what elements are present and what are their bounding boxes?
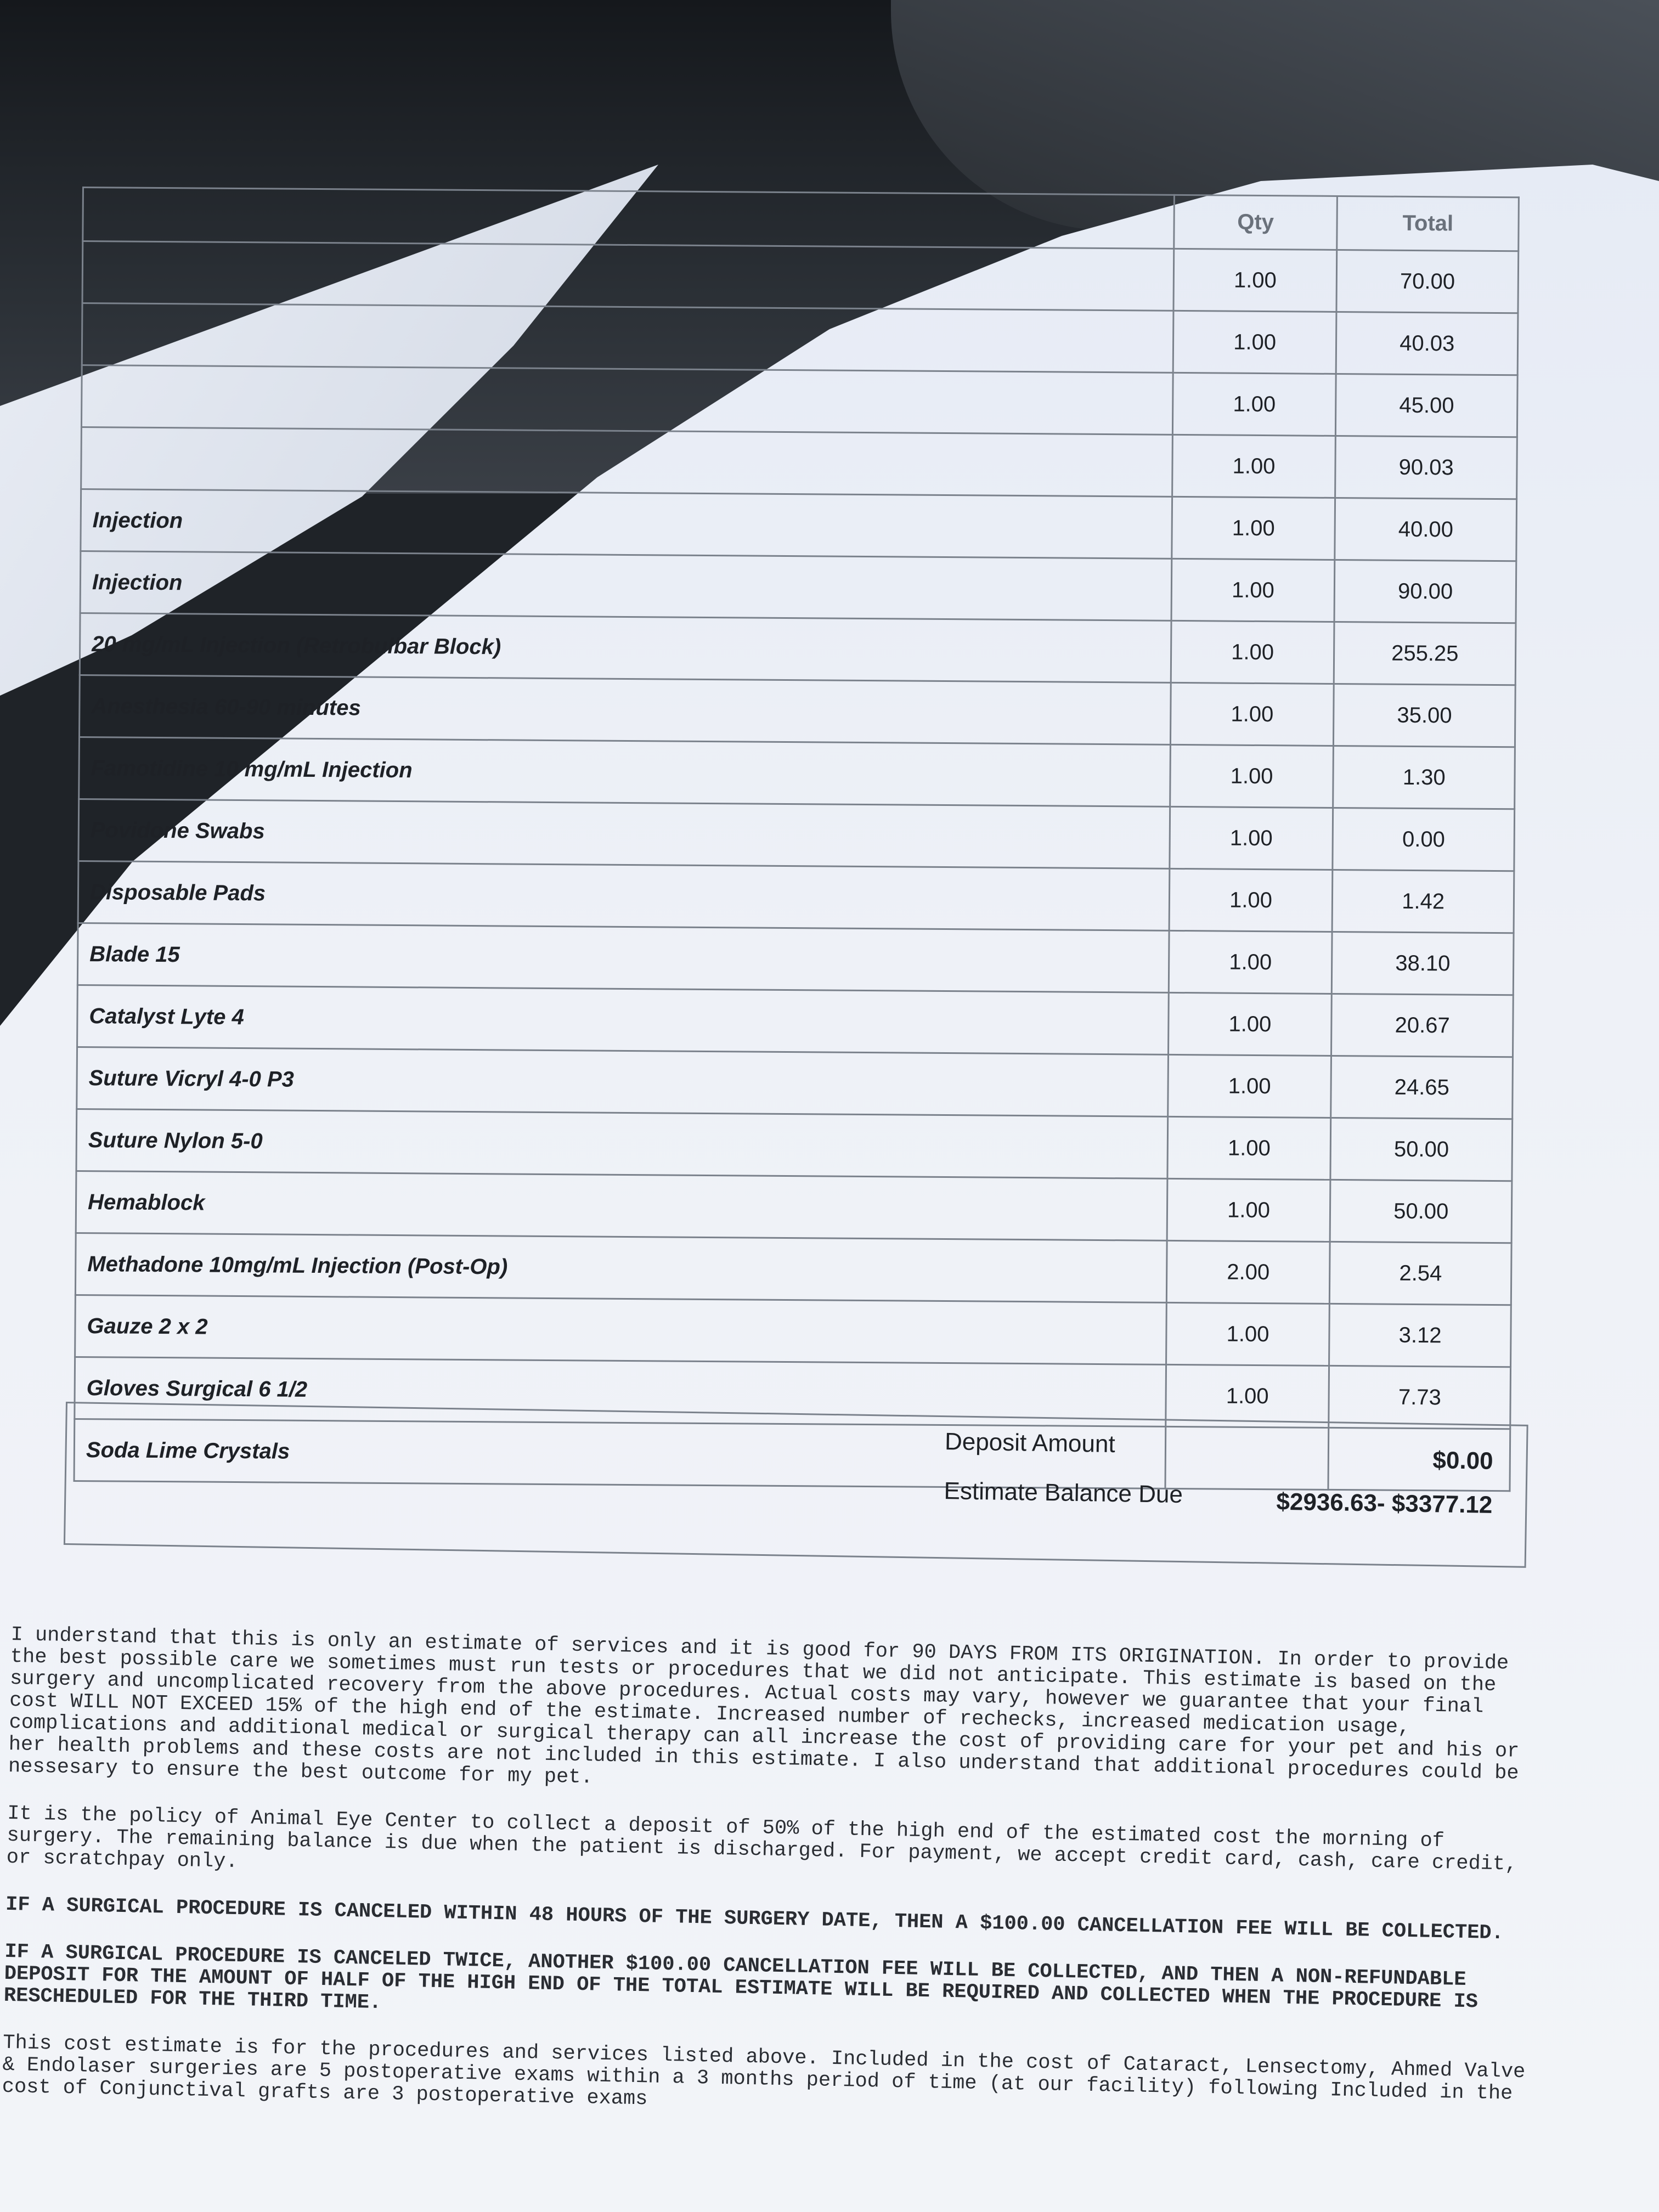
table-row: [78, 861, 1514, 933]
item-qty: 1.00: [1172, 373, 1336, 436]
terms-included-exams-paragraph: This cost estimate is for the procedures and services listed above. Included in the cost of Cataract, Lensectomy, Ahmed Valve & Endolaser surgeries are 5 postoperative exams within a 3 months period of time (at our facility) following Included in the cost of Conjunctival grafts are 3 postoperative exams: [2, 2031, 1526, 2111]
table-row: [78, 799, 1515, 871]
item-total: 40.00: [1335, 498, 1516, 561]
item-description: Hemablock: [76, 1171, 1167, 1240]
item-qty: 1.00: [1172, 435, 1336, 498]
table-row: [76, 1109, 1513, 1181]
table-row: [80, 551, 1516, 623]
item-description: Disposable Pads: [78, 861, 1169, 930]
item-total: 70.00: [1336, 250, 1518, 313]
item-qty: 1.00: [1173, 249, 1338, 312]
item-description: [81, 365, 1172, 435]
item-total: 45.00: [1336, 374, 1517, 437]
item-description: Injection: [80, 551, 1171, 620]
item-total: 90.00: [1334, 560, 1516, 623]
item-qty: 1.00: [1167, 1178, 1331, 1242]
item-total: 7.73: [1329, 1365, 1510, 1429]
item-description: Soda Lime Crystals: [74, 1419, 1165, 1488]
item-qty: 1.00: [1166, 1302, 1330, 1365]
item-qty: 1.00: [1169, 930, 1333, 994]
item-total: 1.30: [1333, 746, 1515, 809]
item-qty: 1.00: [1165, 1364, 1329, 1427]
item-total: 40.03: [1336, 312, 1518, 375]
table-row: [76, 1171, 1512, 1243]
deposit-row: [944, 1428, 1515, 1475]
item-description: Injection: [81, 489, 1172, 558]
item-qty: 1.00: [1171, 558, 1335, 622]
item-total: 90.03: [1335, 436, 1517, 499]
total-header: Total: [1337, 196, 1519, 251]
table-row: [80, 613, 1516, 685]
item-total: 24.65: [1331, 1056, 1513, 1119]
item-description: [82, 241, 1173, 311]
item-total: 20.67: [1331, 994, 1513, 1057]
terms-cancellation-notice: IF A SURGICAL PROCEDURE IS CANCELED WITHIN 48 HOURS OF THE SURGERY DATE, THEN A $100.00 CANCELLATION FEE WILL BE COLLECTED.: [5, 1893, 1504, 1945]
terms-deposit-paragraph: It is the policy of Animal Eye Center to collect a deposit of 50% of the high end of the estimated cost the morning of surgery. The remaining balance is due when the patient is discharged. For payment, we accept credit card, cash, care credit, or scratchpay only.: [6, 1802, 1517, 1876]
item-total: 2.54: [1330, 1242, 1511, 1305]
table-header-row: [83, 188, 1519, 251]
item-total: 0.00: [1333, 808, 1514, 871]
item-qty: 1.00: [1168, 992, 1332, 1056]
table-row: [77, 1047, 1513, 1119]
item-description: Methadone 10mg/mL Injection (Post-Op): [75, 1233, 1166, 1302]
deposit-value: $0.00: [1432, 1447, 1494, 1475]
table-row: [75, 1295, 1511, 1367]
item-total: 50.00: [1330, 1180, 1512, 1243]
item-qty: 1.00: [1170, 682, 1334, 746]
item-description: Catalyst Lyte 4: [77, 985, 1169, 1054]
item-qty: 1.00: [1170, 806, 1334, 870]
balance-row: [944, 1477, 1515, 1519]
summary-box: [64, 1402, 1528, 1568]
item-description: Suture Vicryl 4-0 P3: [77, 1047, 1168, 1116]
item-description: Gauze 2 x 2: [75, 1295, 1166, 1364]
item-qty: 1.00: [1173, 311, 1337, 374]
item-total: 38.10: [1332, 932, 1514, 995]
item-qty: 1.00: [1171, 620, 1335, 684]
item-description: [82, 303, 1173, 373]
item-description: 20 mg/mL Injection (Retrobulbar Block): [80, 613, 1171, 682]
terms-second-cancellation-notice: IF A SURGICAL PROCEDURE IS CANCELED TWICE, ANOTHER $100.00 CANCELLATION FEE WILL BE COLLECTED, AND THEN A NON-REFUNDABLE DEPOSIT FOR THE AMOUNT OF HALF OF THE HIGH END OF THE TOTAL ESTIMATE WILL BE REQUIRED AND COLLECTED WHEN THE PROCEDURE IS RESCHEDULED FOR THE THIRD TIME.: [3, 1940, 1479, 2015]
balance-label: Estimate Balance Due: [944, 1477, 1183, 1508]
item-qty: 1.00: [1171, 496, 1335, 560]
item-qty: 2.00: [1166, 1240, 1330, 1304]
table-row: [81, 365, 1517, 437]
description-header: [83, 188, 1174, 249]
table-row: [82, 241, 1519, 313]
item-qty: 1.00: [1167, 1054, 1331, 1118]
table-row: [81, 489, 1517, 561]
item-qty: 1.00: [1169, 868, 1333, 932]
item-total: 35.00: [1334, 684, 1515, 747]
item-total: 1.42: [1333, 870, 1514, 933]
terms-section: [2, 1624, 1536, 2152]
item-description: Anesthesia 60-90 minutes: [79, 675, 1170, 744]
item-total: 3.12: [1329, 1304, 1511, 1367]
item-total: 50.00: [1330, 1118, 1512, 1181]
terms-estimate-paragraph: I understand that this is only an estimate of services and it is good for 90 DAYS FROM ITS ORIGINATION. In order to provide the best possible care we sometimes must run tests or procedures that we did not anticipate. This estimate is based on the surgery and uncomplicated recovery from the above procedures. Actual costs may vary, however we guarantee that your final cost WILL NOT EXCEED 15% of the high end of the estimate. Increased number of rechecks, increased medication usage, complications and additional medical or surgical therapy can all increase the cost of providing care for your pet and his or her health problems and these costs are not included in this estimate. I also understand that additional procedures could be nessesary to ensure the best outcome for my pet.: [8, 1623, 1520, 1790]
table-row: [77, 985, 1514, 1057]
item-description: Gloves Surgical 6 1/2: [75, 1357, 1166, 1426]
table-row: [79, 675, 1515, 747]
item-qty: 1.00: [1167, 1116, 1331, 1180]
table-row: [81, 427, 1517, 499]
item-description: Blade 15: [77, 923, 1169, 992]
deposit-label: Deposit Amount: [944, 1428, 1116, 1458]
item-description: Famotidine 10 mg/mL Injection: [79, 737, 1170, 806]
item-qty: 1.00: [1170, 744, 1334, 808]
table-row: [77, 923, 1514, 995]
item-total: 255.25: [1334, 622, 1516, 685]
table-row: [75, 1233, 1511, 1305]
item-description: Povidone Swabs: [78, 799, 1170, 868]
qty-header: Qty: [1173, 195, 1337, 250]
item-description: Suture Nylon 5-0: [76, 1109, 1167, 1178]
table-row: [82, 303, 1518, 375]
table-row: [79, 737, 1515, 809]
line-items-table: [74, 187, 1520, 1492]
balance-value: $2936.63- $3377.12: [1276, 1488, 1493, 1519]
item-description: [81, 427, 1172, 496]
